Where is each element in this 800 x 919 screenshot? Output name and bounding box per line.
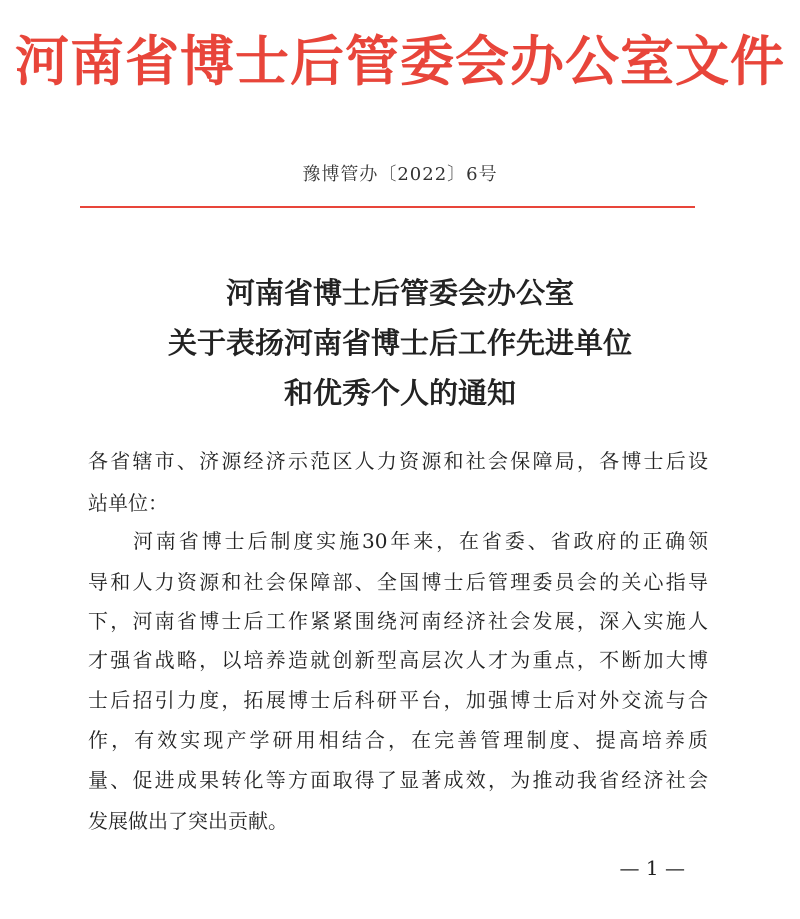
body-line: 导和人力资源和社会保障部、全国博士后管理委员会的关心指导 <box>88 570 708 594</box>
body-line: 发展做出了突出贡献。 <box>88 809 288 833</box>
page-number: — 1 — <box>619 856 685 880</box>
body-line: 士后招引力度，拓展博士后科研平台，加强博士后对外交流与合 <box>88 688 708 712</box>
document-header-title: 河南省博士后管委会办公室文件 <box>15 30 785 93</box>
notice-title-line-3: 和优秀个人的通知 <box>283 376 516 410</box>
notice-title-line-1: 河南省博士后管委会办公室 <box>225 276 574 310</box>
body-line: 作，有效实现产学研用相结合，在完善管理制度、提高培养质 <box>88 728 708 752</box>
notice-title-line-2: 关于表扬河南省博士后工作先进单位 <box>167 326 632 360</box>
body-line: 各省辖市、济源经济示范区人力资源和社会保障局，各博士后设 <box>88 449 708 473</box>
red-divider-line <box>80 206 695 208</box>
body-line: 才强省战略，以培养造就创新型高层次人才为重点，不断加大博 <box>88 648 708 672</box>
body-line: 量、促进成果转化等方面取得了显著成效，为推动我省经济社会 <box>88 768 708 792</box>
body-line: 下，河南省博士后工作紧紧围绕河南经济社会发展，深入实施人 <box>88 609 708 633</box>
body-line: 河南省博士后制度实施30年来，在省委、省政府的正确领 <box>133 529 708 553</box>
document-number: 豫博管办〔2022〕6号 <box>302 164 498 185</box>
body-line: 站单位： <box>88 491 168 515</box>
